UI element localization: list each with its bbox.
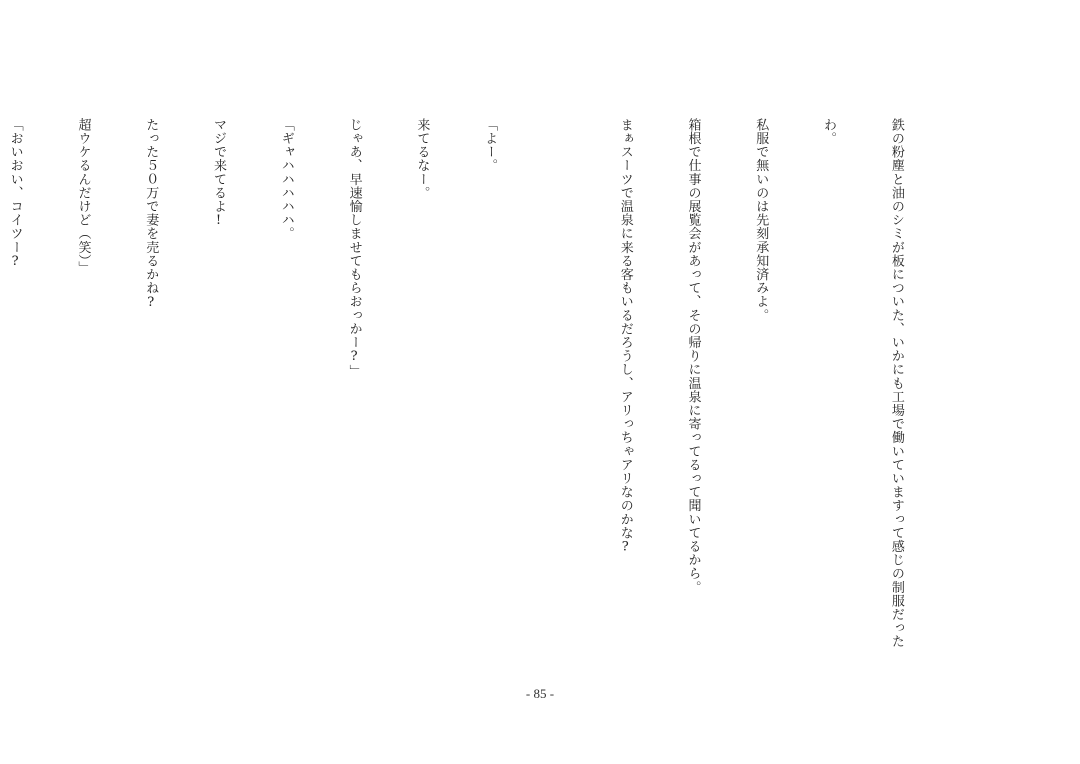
text-line: 箱根で仕事の展覧会があって、その帰りに温泉に寄ってるって聞いてるから。 xyxy=(685,118,701,594)
text-line: 鉄の粉塵と油のシミが板についた、いかにも工場で働いていますって感じの制服だった xyxy=(888,118,904,649)
text-line: マジで来てるよ! xyxy=(211,118,226,229)
text-line: 「よー。 xyxy=(482,118,498,173)
text-line: 「ギャハハハハハ。 xyxy=(278,118,294,241)
text-line: じゃあ、早速愉しませてもらおっかー?」 xyxy=(346,118,362,379)
text-line: 私服で無いのは先刻承知済みよ。 xyxy=(753,118,769,322)
text-line: たった５０万で妻を売るかね? xyxy=(143,118,159,311)
text-line: 「おいおい、コイツー? xyxy=(7,118,23,270)
text-line: 来てるなー。 xyxy=(414,118,430,200)
page-number: - 85 - xyxy=(525,686,555,701)
text-line: 超ウケるんだけど（笑）」 xyxy=(75,118,91,275)
blank-line xyxy=(545,118,568,678)
text-line: まぁスーツで温泉に来る客もいるだろうし、アリっちゃアリなのかな? xyxy=(617,118,633,556)
text-line: わ。 xyxy=(821,118,837,146)
vertical-text-body xyxy=(7,118,952,678)
